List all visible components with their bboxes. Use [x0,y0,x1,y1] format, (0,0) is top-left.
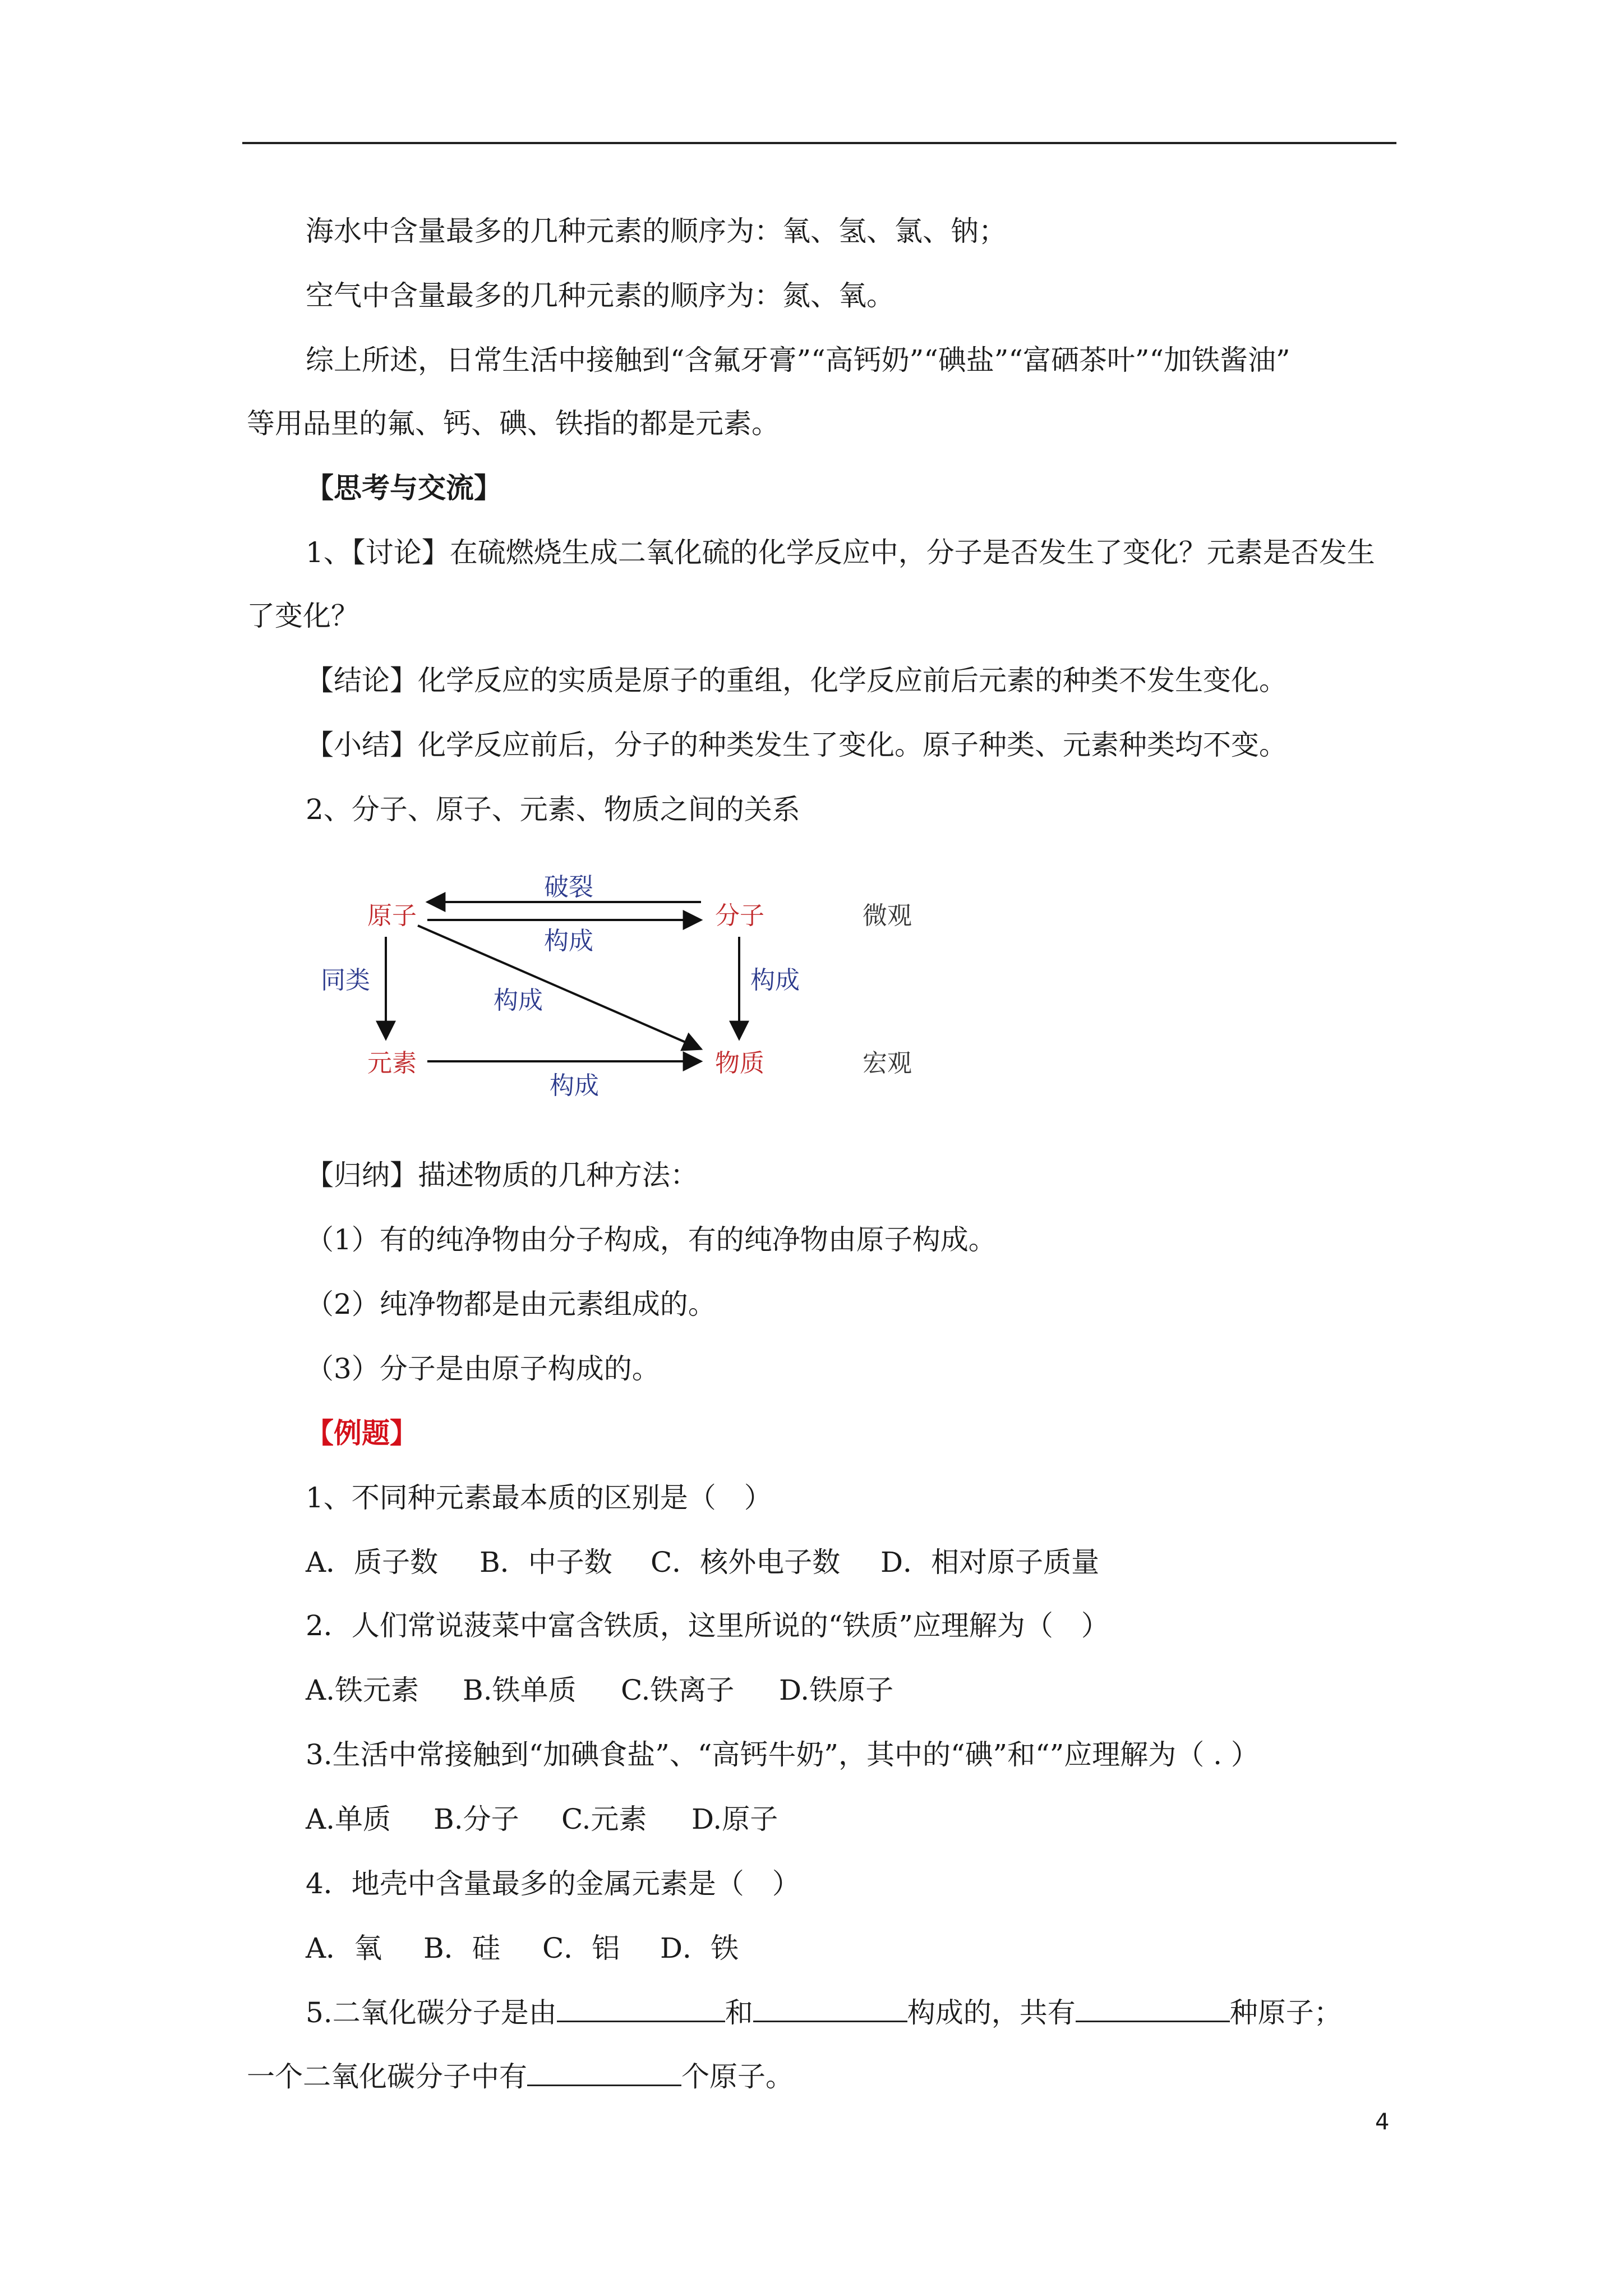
q5-text: 种原子； [1229,1996,1342,2029]
text-line: 【小结】化学反应前后，分子的种类发生了变化。原子种类、元素种类均不变。 [306,729,1287,761]
label-compose-diagonal: 构成 [494,986,543,1015]
option: B．硅 [423,1932,500,1964]
question-stem: 4．地壳中含量最多的金属元素是（ ） [306,1867,800,1900]
question-options [306,1673,893,1707]
text-line: 综上所述，日常生活中接触到“含氟牙膏”“高钙奶”“碘盐”“富硒茶叶”“加铁酱油” [306,344,1290,376]
q5-text: 个原子。 [681,2060,794,2093]
label-break: 破裂 [544,873,593,901]
q5-text: 构成的，共有 [907,1996,1076,2029]
text-line: （1）有的纯净物由分子构成，有的纯净物由原子构成。 [306,1223,997,1256]
option: D.铁原子 [779,1674,894,1706]
label-compose-right: 构成 [750,966,800,995]
label-compose-top: 构成 [544,927,593,955]
option: D．相对原子质量 [880,1546,1100,1579]
question-options [306,1802,778,1836]
option: C.铁离子 [621,1674,735,1706]
question-stem: 1、不同种元素最本质的区别是（ ） [306,1481,772,1514]
q5-text: 和 [725,1996,753,2029]
question-stem: 2．人们常说菠菜中富含铁质，这里所说的“铁质”应理解为（ ） [306,1609,1109,1642]
question-fill-in [247,2059,794,2093]
option: A.铁元素 [306,1674,419,1706]
node-element: 元素 [367,1049,417,1078]
text-line: （2）纯净物都是由元素组成的。 [306,1288,716,1320]
question-fill-in [306,1995,1342,2030]
label-compose-bottom: 构成 [550,1071,599,1100]
option: A．氧 [306,1932,382,1964]
page-number: 4 [1375,2109,1390,2135]
text-line: 等用品里的氟、钙、碘、铁指的都是元素。 [247,407,780,440]
option: D.原子 [691,1803,778,1835]
option: C．核外电子数 [651,1546,841,1579]
q5-text: 5.二氧化碳分子是由 [306,1996,557,2029]
node-substance: 物质 [715,1049,764,1078]
option: A.单质 [306,1803,391,1835]
answer-blank[interactable] [1076,1995,1230,2022]
header-rule [242,142,1396,144]
relation-diagram [303,858,976,1111]
option: B.铁单质 [463,1674,577,1706]
node-atom: 原子 [367,901,417,930]
text-line: 了变化？ [247,600,359,632]
text-line: 【结论】化学反应的实质是原子的重组，化学反应前后元素的种类不发生变化。 [306,664,1287,697]
label-macro: 宏观 [863,1049,912,1078]
option: C.元素 [561,1803,647,1835]
question-options [306,1545,1099,1579]
text-line: 空气中含量最多的几种元素的顺序为：氮、氧。 [306,279,895,312]
label-same-kind: 同类 [321,966,370,995]
question-stem: 3.生活中常接触到“加碘食盐”、“高钙牛奶”，其中的“碘”和“”应理解为（ . ） [306,1738,1259,1771]
answer-blank[interactable] [753,1995,907,2022]
option: B.分子 [434,1803,519,1835]
section-heading-examples: 【例题】 [306,1416,418,1450]
text-line: 【归纳】描述物质的几种方法： [306,1159,698,1191]
section-heading-think: 【思考与交流】 [306,471,502,504]
option: B．中子数 [479,1546,612,1579]
option: C．铝 [542,1932,620,1964]
text-line: 海水中含量最多的几种元素的顺序为：氧、氢、氯、钠； [306,215,1007,247]
text-line: 1、【讨论】在硫燃烧生成二氧化硫的化学反应中，分子是否发生了变化？元素是否发生 [306,536,1375,569]
question-options [306,1931,739,1965]
answer-blank[interactable] [527,2059,681,2086]
q5-text: 一个二氧化碳分子中有 [247,2060,527,2093]
label-micro: 微观 [863,901,912,930]
node-molecule: 分子 [715,901,764,930]
text-line: （3）分子是由原子构成的。 [306,1352,660,1385]
text-line: 2、分子、原子、元素、物质之间的关系 [306,793,800,826]
option: D．铁 [660,1932,739,1964]
option: A．质子数 [306,1546,439,1579]
answer-blank[interactable] [557,1995,725,2022]
